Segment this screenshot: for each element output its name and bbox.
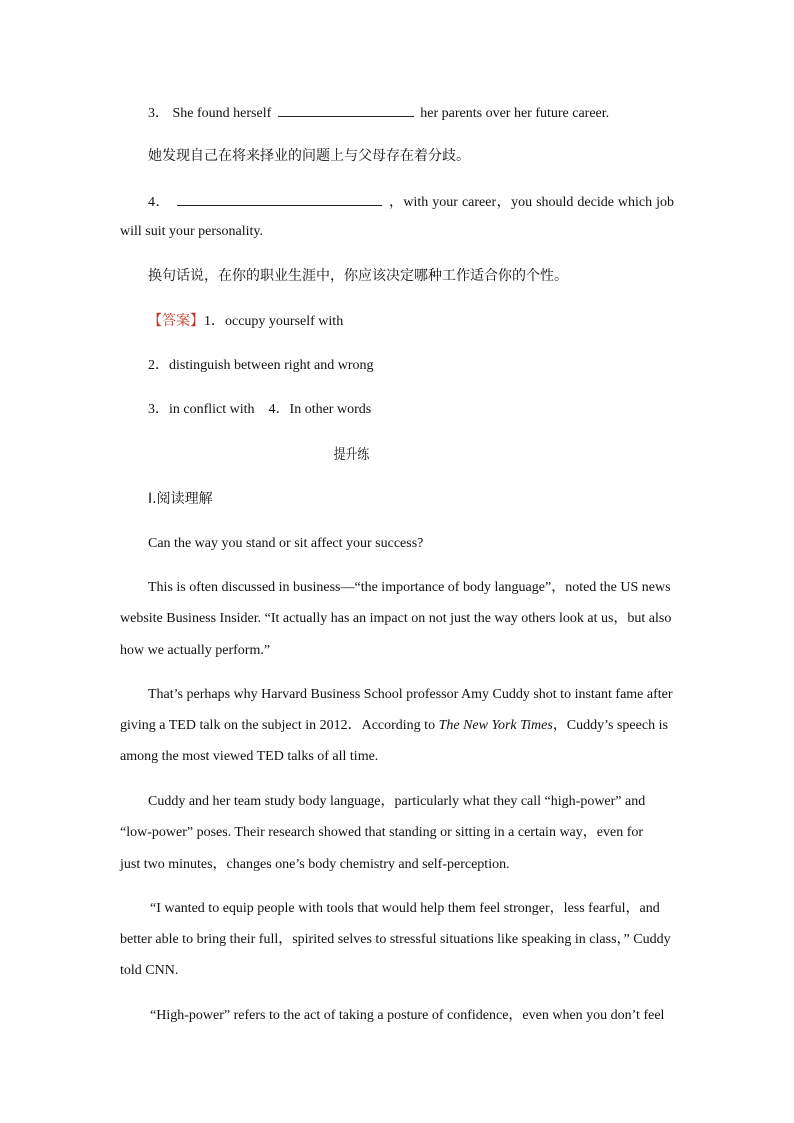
question-4-line2: will suit your personality. xyxy=(120,224,263,239)
paragraph-6-line-1: “High-power” refers to the act of taking a posture of confidence，even when you don’t feel xyxy=(150,1008,665,1023)
paragraph-5-line-1: “I wanted to equip people with tools that would help them feel stronger，less fearful，and xyxy=(150,901,660,916)
paragraph-2-line-1: This is often discussed in business—“the importance of body language”，noted the US news xyxy=(148,580,671,595)
paragraph-5-line-2: better able to bring their full，spirited selves to stressful situations like speaking in class，” Cuddy xyxy=(120,932,671,947)
paragraph-3-line-2-end: ，Cuddy’s speech is xyxy=(552,718,668,733)
paragraph-4-line-3: just two minutes，changes one’s body chemistry and self-perception. xyxy=(120,857,510,872)
question-4 xyxy=(148,191,674,213)
paragraph-5-line-3: told CNN. xyxy=(120,963,179,978)
paragraph-4-line-2: “low-power” poses. Their research showed that standing or sitting in a certain way，even for xyxy=(120,825,644,840)
article-question: Can the way you stand or sit affect your success? xyxy=(148,536,424,551)
paragraph-4-line-1: Cuddy and her team study body language，particularly what they call “high-power” and xyxy=(148,794,646,809)
section-title: 提升练 xyxy=(333,447,370,463)
question-3-number: 3． xyxy=(148,106,169,121)
answer-tag: 【答案】 xyxy=(148,313,204,329)
question-4-chinese: 换句话说，在你的职业生涯中，你应该决定哪种工作适合你的个性。 xyxy=(148,268,568,284)
answer-1: 1．occupy yourself with xyxy=(204,314,344,329)
paragraph-3-line-2-start: giving a TED talk on the subject in 2012．According to xyxy=(120,718,439,733)
answer-line-1 xyxy=(148,311,343,332)
question-3-blank xyxy=(278,102,414,117)
answer-3-4: 3．in conflict with 4．In other words xyxy=(148,402,372,417)
paragraph-2-line-3: how we actually perform.” xyxy=(120,643,271,658)
question-3-text-before: She found herself xyxy=(172,106,272,121)
newspaper-title: The New York Times xyxy=(438,718,553,733)
part-heading: Ⅰ.阅读理解 xyxy=(148,491,213,507)
paragraph-3-line-2 xyxy=(120,716,668,736)
question-3-text-after: her parents over her future career. xyxy=(420,106,610,121)
answer-2: 2．distinguish between right and wrong xyxy=(148,358,374,373)
paragraph-2-line-2: website Business Insider. “It actually has an impact on not just the way others look at us，but also xyxy=(120,611,672,626)
paragraph-3-line-1: That’s perhaps why Harvard Business School professor Amy Cuddy shot to instant fame after xyxy=(148,687,673,702)
question-3 xyxy=(148,102,609,124)
paragraph-3-line-3: among the most viewed TED talks of all time. xyxy=(120,749,379,764)
question-3-chinese: 她发现自己在将来择业的问题上与父母存在着分歧。 xyxy=(148,148,470,164)
question-4-number: 4． xyxy=(148,195,170,210)
question-4-text-after: ，with your career，you should decide which job xyxy=(388,195,674,210)
question-4-blank xyxy=(177,191,382,206)
